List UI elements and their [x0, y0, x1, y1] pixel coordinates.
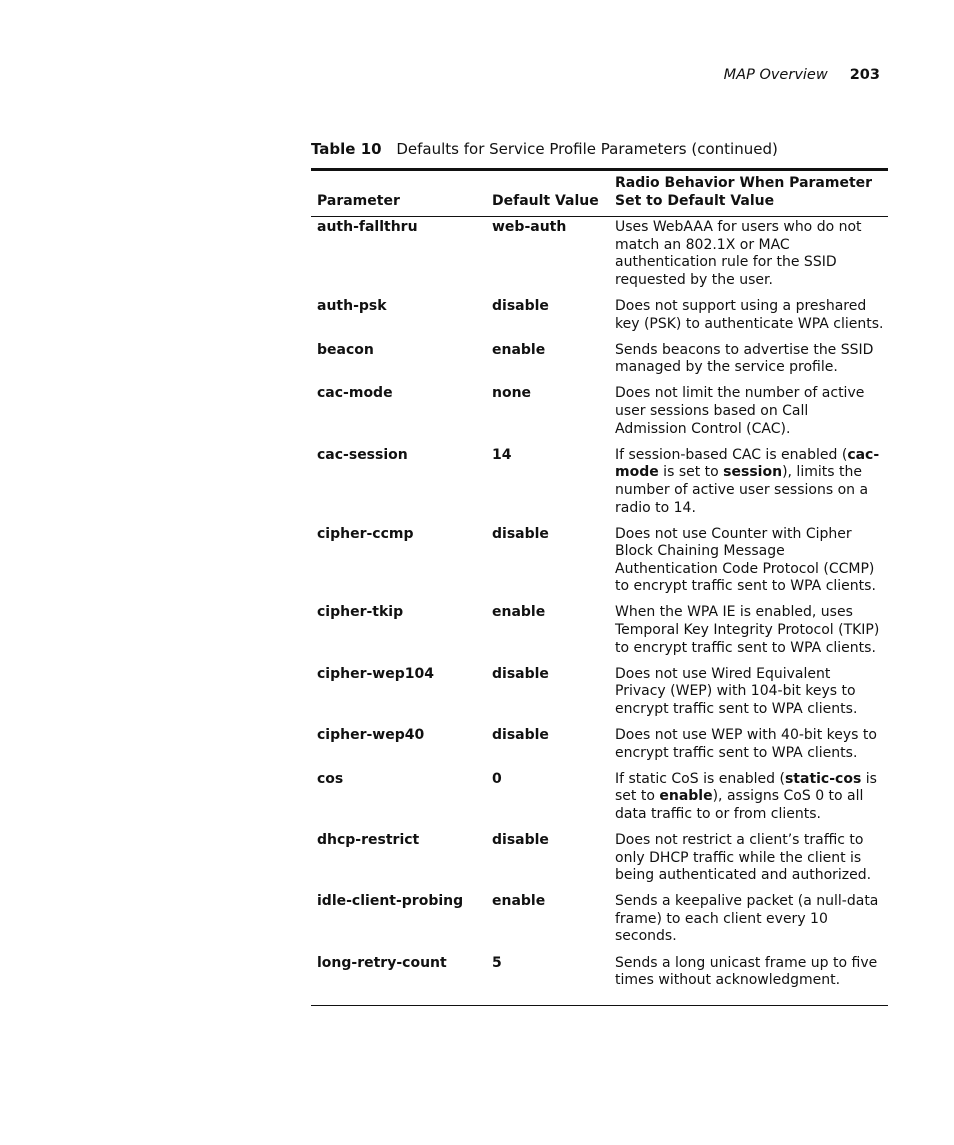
keyword-text: enable: [659, 788, 713, 805]
default-value-cell: 5: [492, 954, 502, 971]
behavior-text: ), assigns CoS 0 to all data traffic to or from clients.: [615, 788, 864, 822]
behavior-text: Does not use Counter with Cipher Block Chaining Message Authentication Code Protocol (CCMP) to encrypt traffic sent to WPA clients.: [615, 525, 876, 595]
table-body: [311, 217, 888, 1006]
behavior-text: Does not use Wired Equivalent Privacy (WEP) with 104-bit keys to encrypt traffic sent to WPA clients.: [615, 665, 858, 717]
table-row: [311, 341, 888, 385]
behavior-cell: [609, 217, 888, 297]
column-header-radio-behavior: Radio Behavior When Parameter Set to Default Value: [615, 175, 873, 209]
parameter-cell: beacon: [317, 341, 374, 358]
parameter-cell: auth-fallthru: [317, 219, 418, 236]
behavior-text: When the WPA IE is enabled, uses Temporal Key Integrity Protocol (TKIP) to encrypt traffic sent to WPA clients.: [615, 604, 880, 656]
behavior-cell: [609, 525, 888, 604]
default-value-cell: disable: [492, 727, 549, 744]
behavior-text: Uses WebAAA for users who do not match an 802.1X or MAC authentication rule for the SSID requested by the user.: [615, 219, 862, 288]
behavior-text: Does not limit the number of active user sessions based on Call Admission Control (CAC).: [615, 385, 865, 437]
table-row: [311, 954, 888, 1006]
parameter-cell: cipher-tkip: [317, 604, 404, 621]
table-row: [311, 525, 888, 604]
behavior-text: Does not support using a preshared key (PSK) to authenticate WPA clients.: [615, 298, 884, 332]
parameter-cell: cac-session: [317, 446, 408, 463]
behavior-cell: [609, 603, 888, 664]
table-row: [311, 217, 888, 297]
behavior-cell: [609, 446, 888, 525]
default-value-cell: enable: [492, 893, 546, 910]
behavior-cell: [609, 770, 888, 831]
behavior-text: is set to: [615, 770, 877, 805]
keyword-text: static-cos: [784, 770, 862, 787]
default-value-cell: enable: [492, 604, 546, 621]
parameter-cell: idle-client-probing: [317, 893, 464, 910]
table-row: [311, 446, 888, 525]
table-row: [311, 892, 888, 953]
table-caption-text: Defaults for Service Profile Parameters (continued): [396, 140, 778, 158]
behavior-cell: [609, 341, 888, 385]
parameter-cell: long-retry-count: [317, 954, 447, 971]
behavior-cell: [609, 665, 888, 726]
behavior-text: ), limits the number of active user sessions on a radio to 14.: [615, 464, 869, 516]
behavior-text: If static CoS is enabled (: [615, 770, 785, 787]
behavior-cell: [609, 384, 888, 445]
table-row: [311, 665, 888, 726]
table-header: [311, 170, 888, 217]
table-row: [311, 603, 888, 664]
behavior-text: Sends a keepalive packet (a null-data frame) to each client every 10 seconds.: [615, 893, 879, 945]
behavior-text: Does not use WEP with 40-bit keys to encrypt traffic sent to WPA clients.: [615, 727, 877, 761]
keyword-text: cac-mode: [615, 446, 880, 481]
column-header-parameter: Parameter: [317, 192, 400, 209]
parameter-cell: dhcp-restrict: [317, 832, 420, 848]
behavior-cell: [609, 831, 888, 892]
behavior-text: If session-based CAC is enabled (: [615, 446, 848, 463]
default-value-cell: 0: [492, 770, 502, 787]
behavior-cell: [609, 954, 888, 1006]
running-header: [724, 67, 880, 83]
default-value-cell: disable: [492, 832, 549, 848]
table-row: [311, 831, 888, 892]
behavior-text: Sends beacons to advertise the SSID managed by the service profile.: [615, 341, 874, 376]
default-value-cell: 14: [492, 446, 512, 463]
table-row: [311, 384, 888, 445]
parameter-cell: cos: [317, 770, 344, 787]
behavior-text: Does not restrict a client’s traffic to only DHCP traffic while the client is being authenticated and authorized.: [615, 832, 872, 884]
default-value-cell: enable: [492, 341, 546, 358]
behavior-text: is set to: [658, 464, 724, 481]
table-row: [311, 726, 888, 770]
keyword-text: session: [723, 464, 783, 481]
table-row: [311, 297, 888, 341]
default-value-cell: none: [492, 385, 532, 402]
defaults-table: [311, 168, 888, 1006]
section-title: MAP Overview: [723, 67, 828, 83]
parameter-cell: cipher-ccmp: [317, 525, 414, 542]
table-caption: [311, 140, 778, 158]
parameter-cell: cipher-wep104: [317, 665, 434, 682]
default-value-cell: disable: [492, 665, 549, 682]
behavior-cell: [609, 892, 888, 953]
parameter-cell: cipher-wep40: [317, 727, 425, 744]
default-value-cell: disable: [492, 298, 549, 315]
behavior-text: Sends a long unicast frame up to five times without acknowledgment.: [615, 954, 878, 989]
parameter-cell: cac-mode: [317, 385, 393, 402]
header-row: [311, 170, 888, 217]
behavior-cell: [609, 726, 888, 770]
table-caption-label: Table 10: [311, 140, 382, 158]
table-row: [311, 770, 888, 831]
parameter-cell: auth-psk: [317, 298, 387, 315]
default-value-cell: web-auth: [492, 219, 567, 236]
default-value-cell: disable: [492, 525, 549, 542]
column-header-default-value: Default Value: [492, 192, 599, 209]
page-number: 203: [849, 67, 880, 83]
behavior-cell: [609, 297, 888, 341]
